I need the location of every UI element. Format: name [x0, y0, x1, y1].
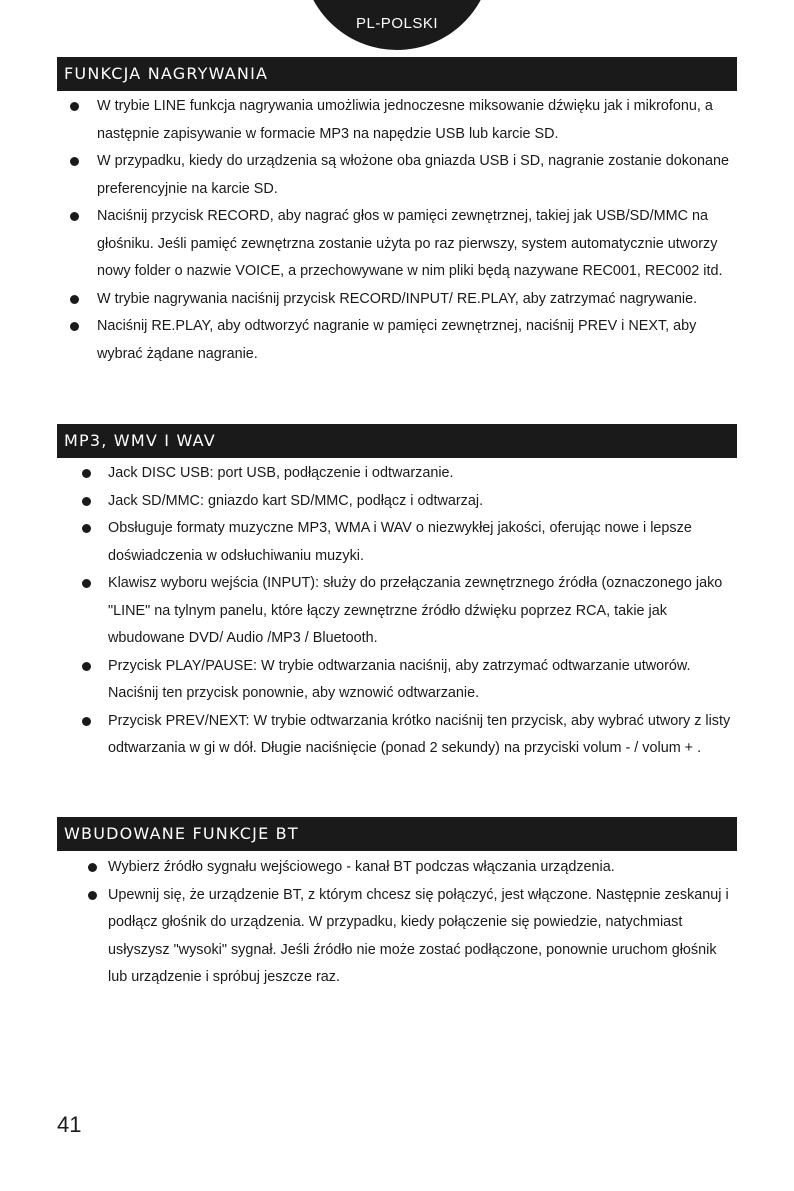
- bullet-icon: [88, 891, 97, 900]
- list-item: Naciśnij RE.PLAY, aby odtworzyć nagranie w pamięci zewnętrznej, naciśnij PREV i NEXT, aby wybrać żądane nagranie.: [97, 313, 737, 368]
- list-item: Wybierz źródło sygnału wejściowego - kanał BT podczas włączania urządzenia.: [108, 854, 737, 882]
- language-tab: [302, 0, 492, 50]
- language-label: PL-POLSKI: [355, 15, 439, 32]
- bullet-icon: [70, 295, 79, 304]
- bullet-icon: [88, 863, 97, 872]
- list-item: W przypadku, kiedy do urządzenia są włożone oba gniazda USB i SD, nagranie zostanie dokonane preferencyjnie na karcie SD.: [97, 148, 737, 203]
- section-header-recording: FUNKCJA NAGRYWANIA: [57, 57, 737, 91]
- list-item: W trybie nagrywania naciśnij przycisk RECORD/INPUT/ RE.PLAY, aby zatrzymać nagrywanie.: [97, 286, 737, 314]
- formats-list: [108, 460, 737, 763]
- bullet-icon: [82, 469, 91, 478]
- bullet-icon: [82, 524, 91, 533]
- list-item: W trybie LINE funkcja nagrywania umożliwia jednoczesne miksowanie dźwięku jak i mikrofonu, a następnie zapisywanie w formacie MP3 na napędzie USB lub karcie SD.: [97, 93, 737, 148]
- bullet-icon: [82, 497, 91, 506]
- bullet-icon: [70, 157, 79, 166]
- bullet-icon: [70, 322, 79, 331]
- bullet-icon: [82, 717, 91, 726]
- section-header-bt-functions: WBUDOWANE FUNKCJE BT: [57, 817, 737, 851]
- bullet-icon: [70, 212, 79, 221]
- page-number: 41: [57, 1112, 82, 1137]
- list-item: Jack SD/MMC: gniazdo kart SD/MMC, podłącz i odtwarzaj.: [108, 488, 737, 516]
- list-item: Przycisk PREV/NEXT: W trybie odtwarzania krótko naciśnij ten przycisk, aby wybrać utwory z listy odtwarzania w gi w dół. Długie naciśnięcie (ponad 2 sekundy) na przyciski volum - / volum + .: [108, 708, 737, 763]
- bullet-icon: [82, 579, 91, 588]
- bullet-icon: [70, 102, 79, 111]
- list-item: Naciśnij przycisk RECORD, aby nagrać głos w pamięci zewnętrznej, takiej jak USB/SD/MMC na głośniku. Jeśli pamięć zewnętrzna zostanie użyta po raz pierwszy, system automatycznie utworzy nowy folder o nazwie VOICE, a przechowywane w nim pliki będą nazywane REC001, REC002 itd.: [97, 203, 737, 286]
- list-item: Upewnij się, że urządzenie BT, z którym chcesz się połączyć, jest włączone. Następnie zeskanuj i podłącz głośnik do urządzenia. W przypadku, kiedy połączenie się powiedzie, natychmiast usłyszysz "wysoki" sygnał. Jeśli źródło nie może zostać podłączone, ponownie uruchom głośnik lub urządzenie i spróbuj jeszcze raz.: [108, 882, 737, 992]
- list-item: Jack DISC USB: port USB, podłączenie i odtwarzanie.: [108, 460, 737, 488]
- bullet-icon: [82, 662, 91, 671]
- list-item: Przycisk PLAY/PAUSE: W trybie odtwarzania naciśnij, aby zatrzymać odtwarzanie utworów. Naciśnij ten przycisk ponownie, aby wznowić odtwarzanie.: [108, 653, 737, 708]
- recording-list: [97, 93, 737, 368]
- bt-list: [108, 854, 737, 992]
- list-item: Klawisz wyboru wejścia (INPUT): służy do przełączania zewnętrznego źródła (oznaczonego jako "LINE" na tylnym panelu, które łączy zewnętrzne źródło dźwięku poprzez RCA, takie jak wbudowane DVD/ Audio /MP3 / Bluetooth.: [108, 570, 737, 653]
- section-header-mp3-wmv-wav: MP3, WMV I WAV: [57, 424, 737, 458]
- list-item: Obsługuje formaty muzyczne MP3, WMA i WAV o niezwykłej jakości, oferując nowe i lepsze doświadczenia w odsłuchiwaniu muzyki.: [108, 515, 737, 570]
